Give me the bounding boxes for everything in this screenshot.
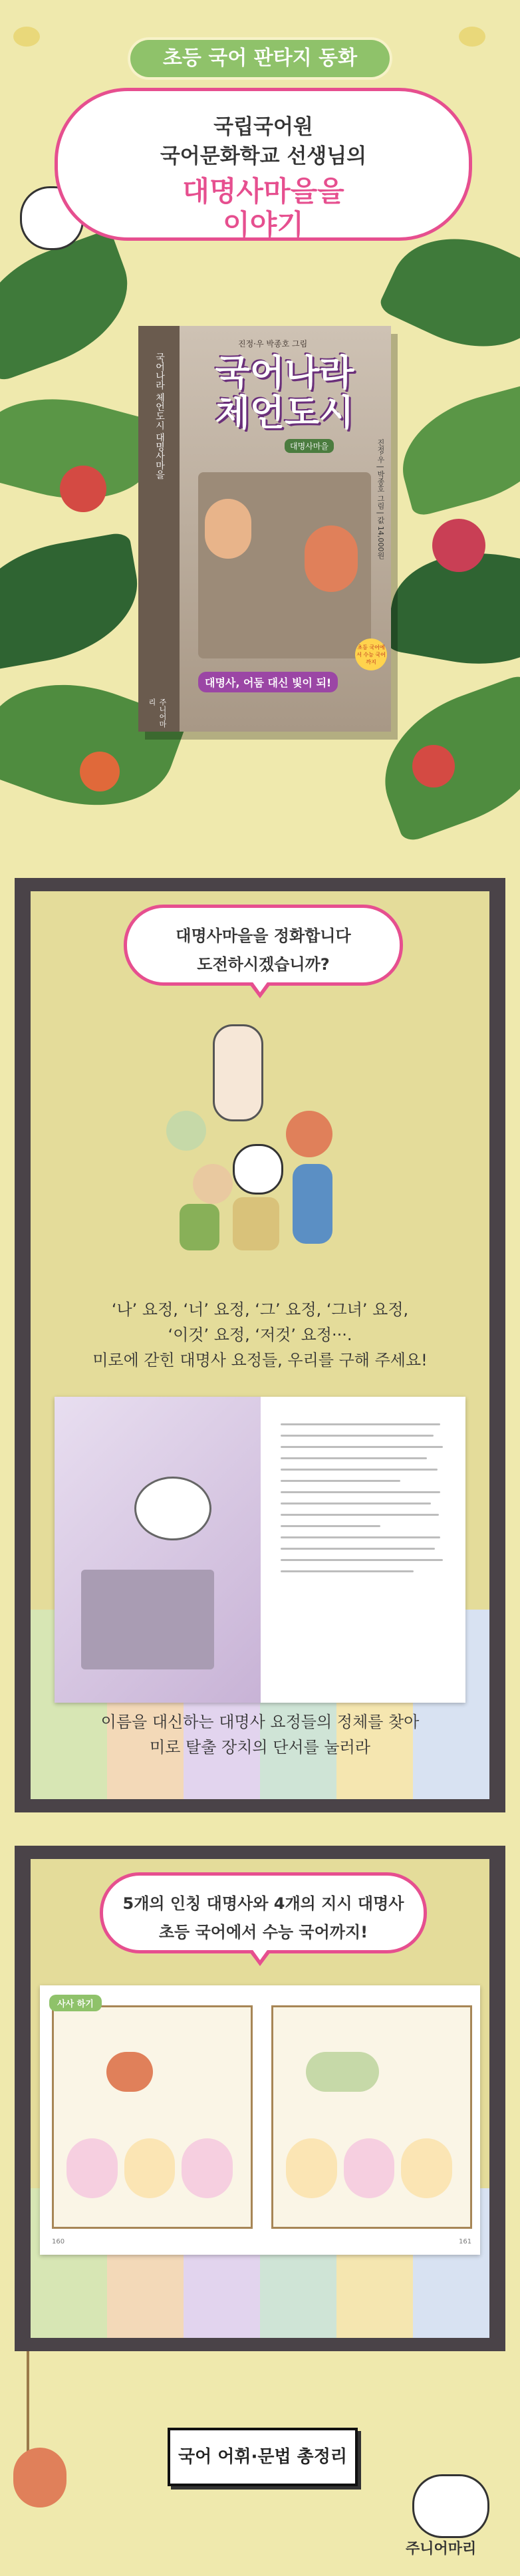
genre-badge: 초등 국어 판타지 동화 [130,40,390,77]
flower-decoration [412,745,455,787]
speech-tail [251,980,269,992]
hero-title-highlight: 이야기 [223,208,304,241]
speech-tail [251,1948,269,1960]
book-spine-title: 국어나라 체언도시 대명사마을 [154,353,165,480]
spread-text [281,1423,447,1582]
caption-line: 미로 탈출 장치의 단서를 눌러라 [150,1738,370,1757]
page-number: 161 [459,2238,472,2245]
flower-decoration [432,519,485,572]
review-characters [106,2052,153,2092]
hero-title-line: 국어문화학교 선생님의 [160,144,367,168]
book-cover [138,326,391,732]
book-spread [55,1397,465,1703]
butterfly-illustration [13,27,40,47]
characters-illustration [160,1011,359,1264]
character-girl [205,499,251,559]
caption [31,1297,489,1373]
review-characters [306,2052,379,2092]
tiger-illustration [412,2474,489,2538]
hero-title-highlight: 대명사마을을 [182,175,344,208]
speech-line: 5개의 인칭 대명사와 4개의 지시 대명사 [122,1894,404,1913]
book-tagline: 대명사, 어둠 대신 빛이 되! [198,672,338,692]
flower-decoration [80,752,120,791]
speech-bubble [124,905,403,986]
summary-sticker: 국어 어휘·문법 총정리 [168,2428,358,2486]
bird-illustration [134,1477,211,1540]
caption-line: ‘이것’ 요정, ‘저것’ 요정···. [168,1326,352,1344]
page-number: 160 [52,2238,65,2245]
speech-line: 초등 국어에서 수능 국어까지! [158,1923,368,1941]
review-spread [40,1985,480,2255]
caption-line: 이름을 대신하는 대명사 요정들의 정체를 찾아 [100,1713,420,1731]
speech-line: 도전하시겠습니까? [197,955,330,974]
book-subtitle: 대명사마을 [285,439,334,453]
caption-line: 미로에 갇힌 대명사 요정들, 우리를 구해 주세요! [92,1351,428,1369]
character-boy [305,525,358,592]
hero-title-line: 국립국어원 [213,115,313,139]
book-authors: 진정·우 박종호 그림 [238,339,308,349]
review-bubbles [286,2138,452,2198]
flower-decoration [60,466,106,512]
maze-illustration [81,1570,214,1669]
review-bubbles [66,2138,233,2198]
caption-line: ‘나’ 요정, ‘너’ 요정, ‘그’ 요정, ‘그녀’ 요정, [111,1300,409,1319]
book-sticker: 초등 국어에서 수능 국어까지 [355,639,387,670]
publisher-logo: 주니어마리 [406,2541,477,2557]
book-title: 국어나라 [215,352,354,394]
speech-bubble [100,1872,427,1953]
butterfly-illustration [459,27,485,47]
review-tag: 사사 하기 [49,1995,102,2011]
hero-title-card [55,88,472,241]
book-meta: 진정·우 | 박종호 그림 | 값 14,000원 [376,439,385,559]
book-title: 체언도시 [215,392,354,434]
caption [31,1709,489,1760]
book-spine-publisher: 주니어마리 [148,698,167,728]
character-hanging [13,2448,66,2507]
speech-line: 대명사마을을 정화합니다 [176,927,351,945]
